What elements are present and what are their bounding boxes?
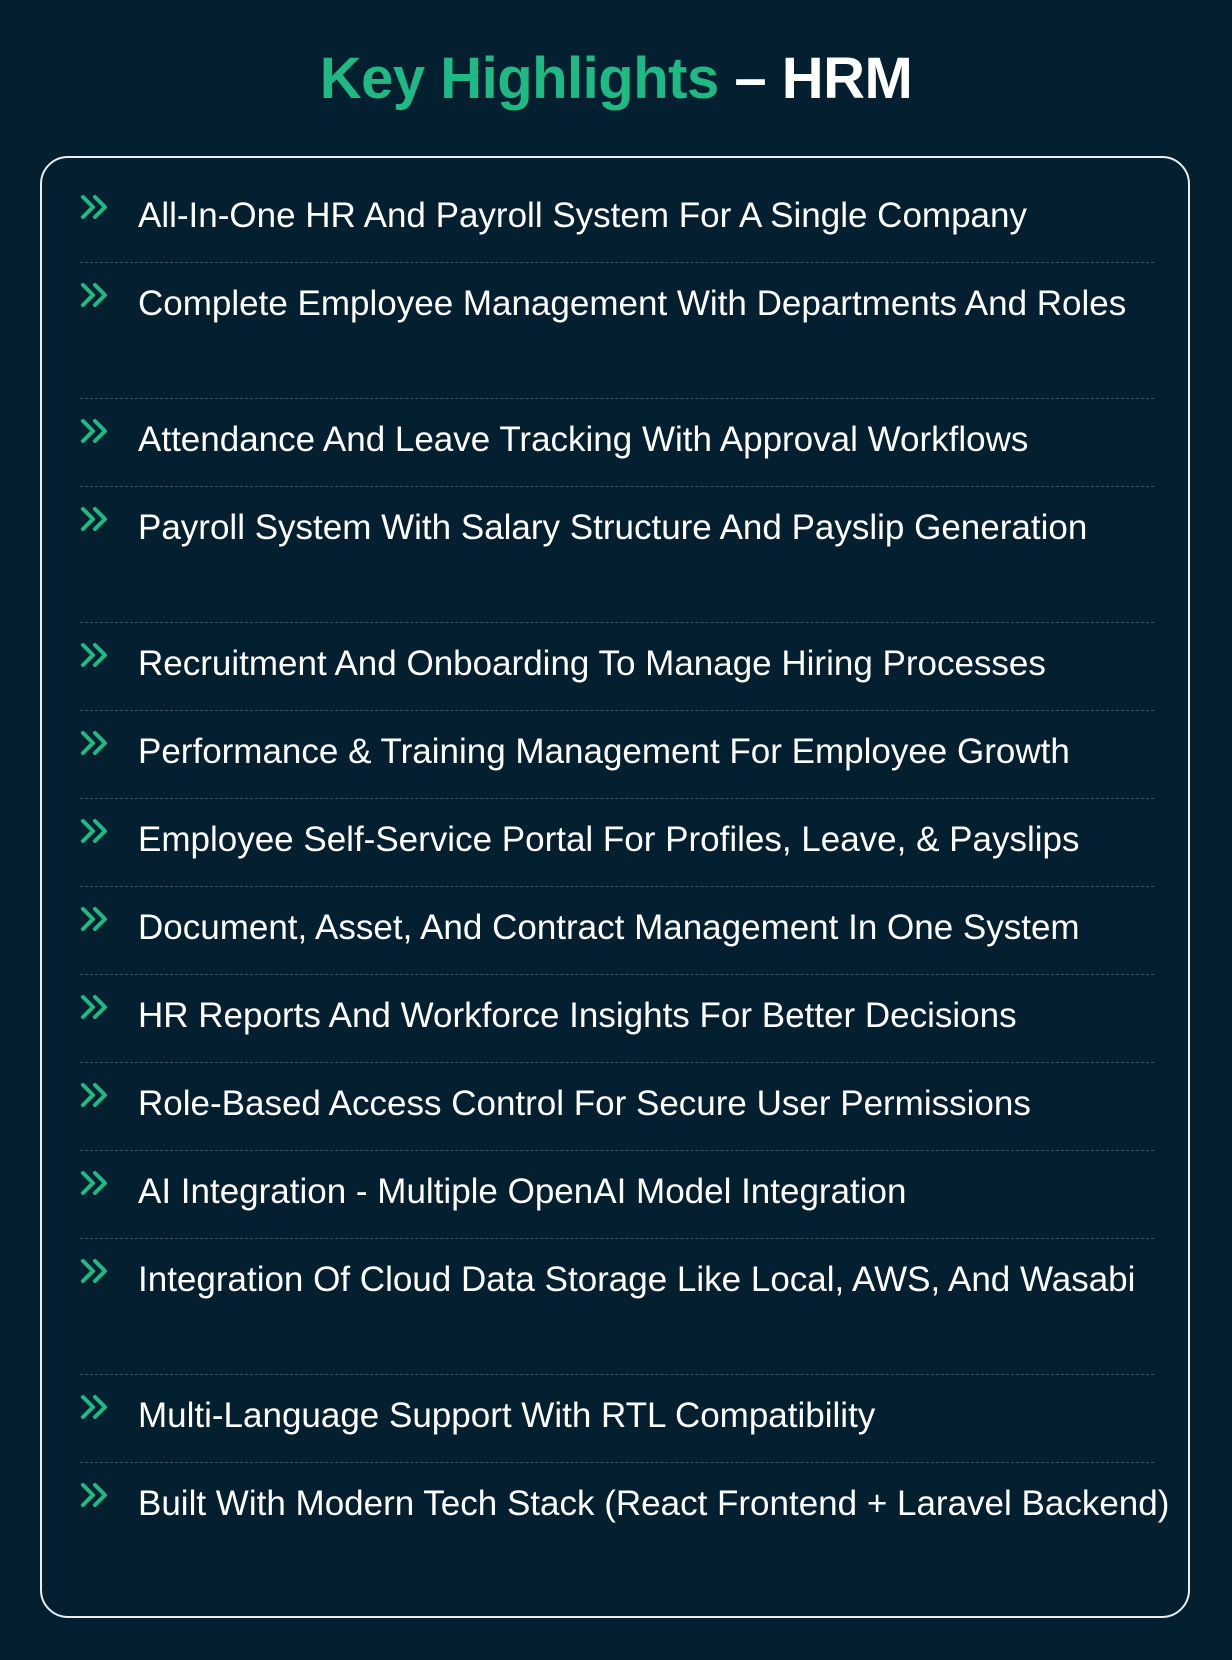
highlight-label: Built With Modern Tech Stack (React Frontend + Laravel Backend): [138, 1484, 1170, 1523]
double-chevron-right-icon: [80, 506, 114, 532]
highlight-label: All-In-One HR And Payroll System For A Single Company: [138, 196, 1027, 235]
double-chevron-right-icon: [80, 994, 114, 1020]
divider: [80, 1462, 1154, 1463]
highlight-label: Employee Self-Service Portal For Profiles, Leave, & Payslips: [138, 820, 1080, 859]
title-accent-text: Key Highlights: [319, 46, 719, 111]
highlight-label: Multi-Language Support With RTL Compatibility: [138, 1396, 876, 1435]
highlight-label: Complete Employee Management With Departments And Roles: [138, 284, 1127, 323]
divider: [80, 798, 1154, 799]
double-chevron-right-icon: [80, 1482, 114, 1508]
highlight-label: Attendance And Leave Tracking With Approval Workflows: [138, 420, 1029, 459]
divider: [80, 974, 1154, 975]
double-chevron-right-icon: [80, 418, 114, 444]
divider: [80, 1374, 1154, 1375]
divider: [80, 1150, 1154, 1151]
double-chevron-right-icon: [80, 906, 114, 932]
highlights-panel: [40, 156, 1190, 1618]
highlight-label: Payroll System With Salary Structure And Payslip Generation: [138, 508, 1088, 547]
highlight-label: AI Integration - Multiple OpenAI Model Integration: [138, 1172, 907, 1211]
divider: [80, 486, 1154, 487]
double-chevron-right-icon: [80, 1258, 114, 1284]
highlight-label: Document, Asset, And Contract Management In One System: [138, 908, 1080, 947]
double-chevron-right-icon: [80, 818, 114, 844]
highlight-label: Recruitment And Onboarding To Manage Hiring Processes: [138, 644, 1046, 683]
divider: [80, 1238, 1154, 1239]
divider: [80, 398, 1154, 399]
highlight-label: Integration Of Cloud Data Storage Like Local, AWS, And Wasabi: [138, 1260, 1136, 1299]
highlight-label: HR Reports And Workforce Insights For Better Decisions: [138, 996, 1017, 1035]
double-chevron-right-icon: [80, 642, 114, 668]
highlight-label: Role-Based Access Control For Secure User Permissions: [138, 1084, 1031, 1123]
double-chevron-right-icon: [80, 282, 114, 308]
page-title: [0, 44, 1232, 114]
double-chevron-right-icon: [80, 194, 114, 220]
divider: [80, 1062, 1154, 1063]
double-chevron-right-icon: [80, 730, 114, 756]
title-rest-text: – HRM: [718, 46, 913, 111]
divider: [80, 710, 1154, 711]
highlight-label: Performance & Training Management For Employee Growth: [138, 732, 1070, 771]
double-chevron-right-icon: [80, 1170, 114, 1196]
divider: [80, 262, 1154, 263]
divider: [80, 622, 1154, 623]
double-chevron-right-icon: [80, 1394, 114, 1420]
divider: [80, 886, 1154, 887]
double-chevron-right-icon: [80, 1082, 114, 1108]
